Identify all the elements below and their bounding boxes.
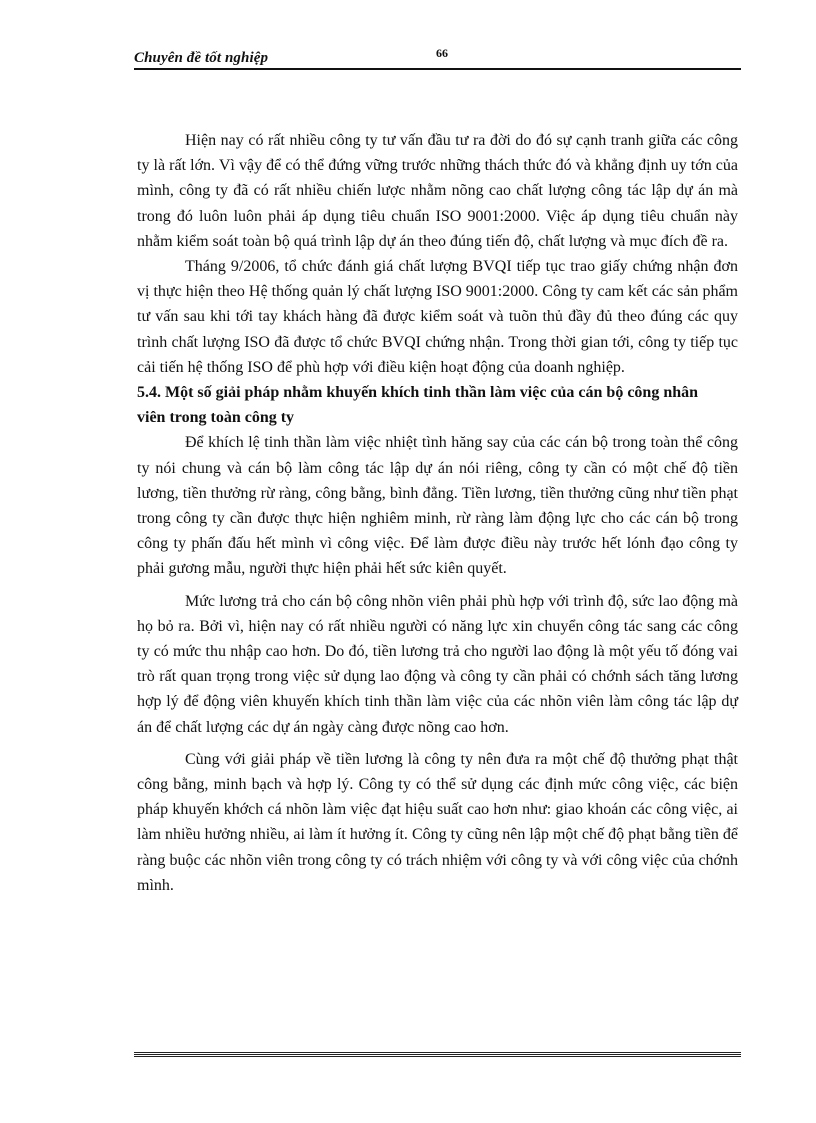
paragraph: Tháng 9/2006, tổ chức đánh giá chất lượng BVQI tiếp tục trao giấy chứng nhận đơn vị thực hiện theo Hệ thống quản lý chất lượng ISO 9001:2000. Công ty cam kết các sản phẩm tư vấn sau khi tới tay khách hàng đã được kiểm soát và tuõn thủ đầy đủ theo đúng các quy trình chất lượng ISO đã được tổ chức BVQI chứng nhận. Trong thời gian tới, công ty tiếp tục cải tiến hệ thống ISO để phù hợp với điều kiện hoạt động của doanh nghiệp. (137, 258, 738, 376)
paragraph-gap (137, 582, 738, 589)
footer-line-middle (134, 1054, 741, 1055)
document-title: Chuyên đề tốt nghiệp (134, 50, 269, 66)
paragraph: Cùng với giải pháp về tiền lương là công ty nên đưa ra một chế độ thưởng phạt thật công bằng, minh bạch và hợp lý. Công ty có thể sử dụng các định mức công việc, các biện pháp khuyến khớch cá nhõn làm việc đạt hiệu suất cao hơn như: giao khoán các công việc, ai làm nhiều hưởng nhiều, ai làm ít hưởng ít. Công ty cũng nên lập một chế độ phạt bằng tiền để ràng buộc các nhõn viên trong công ty có trách nhiệm với công ty và với công việc của chớnh mình. (137, 750, 738, 894)
paragraph: Hiện nay có rất nhiều công ty tư vấn đầu tư ra đời do đó sự cạnh tranh giữa các công ty là rất lớn. Vì vậy để có thể đứng vững trước những thách thức đó và khẳng định uy tớn của mình, công ty đã có rất nhiều chiến lược nhằm nõng cao chất lượng công tác lập dự án mà trong đó luôn luôn phải áp dụng tiêu chuẩn ISO 9001:2000. Việc áp dụng tiêu chuẩn này nhằm kiểm soát toàn bộ quá trình lập dự án theo đúng tiến độ, chất lượng và mục đích đề ra. (137, 132, 738, 250)
footer-divider (134, 1052, 741, 1058)
section-heading: 5.4. Một số giải pháp nhằm khuyến khích tinh thần làm việc của cán bộ công nhân viên trong toàn công ty (137, 384, 699, 427)
paragraph: Mức lương trả cho cán bộ công nhõn viên phải phù hợp với trình độ, sức lao động mà họ bỏ ra. Bởi vì, hiện nay có rất nhiều người có năng lực xin chuyển công tác sang các công ty có mức thu nhập cao hơn. Do đó, tiền lương trả cho người lao động là một yếu tố đóng vai trò rất quan trọng trong việc sử dụng lao động và công ty cần phải có chớnh sách tăng lương hợp lý để động viên khuyến khích tinh thần làm việc của các nhõn viên làm công tác lập dự án để chất lượng các dự án ngày càng được nõng cao hơn. (137, 592, 738, 736)
page-number: 66 (436, 46, 448, 60)
paragraph-gap (137, 740, 738, 747)
footer-line-top (134, 1052, 741, 1053)
header-divider (134, 68, 741, 70)
page-header (134, 44, 741, 70)
footer-line-bottom (134, 1056, 741, 1057)
document-body (137, 128, 738, 898)
paragraph: Để khích lệ tinh thần làm việc nhiệt tình hăng say của các cán bộ trong toàn thể công ty nói chung và cán bộ làm công tác lập dự án nói riêng, công ty cần có một chế độ tiền lương, tiền thưởng rừ ràng, công bằng, bình đẳng. Tiền lương, tiền thưởng cũng như tiền phạt trong công ty cần được thực hiện nghiêm minh, rừ ràng làm động lực cho các cán bộ trong công ty phấn đấu hết mình vì công việc. Để làm được điều này trước hết lónh đạo công ty phải gương mẫu, người thực hiện phải hết sức kiên quyết. (137, 434, 738, 578)
